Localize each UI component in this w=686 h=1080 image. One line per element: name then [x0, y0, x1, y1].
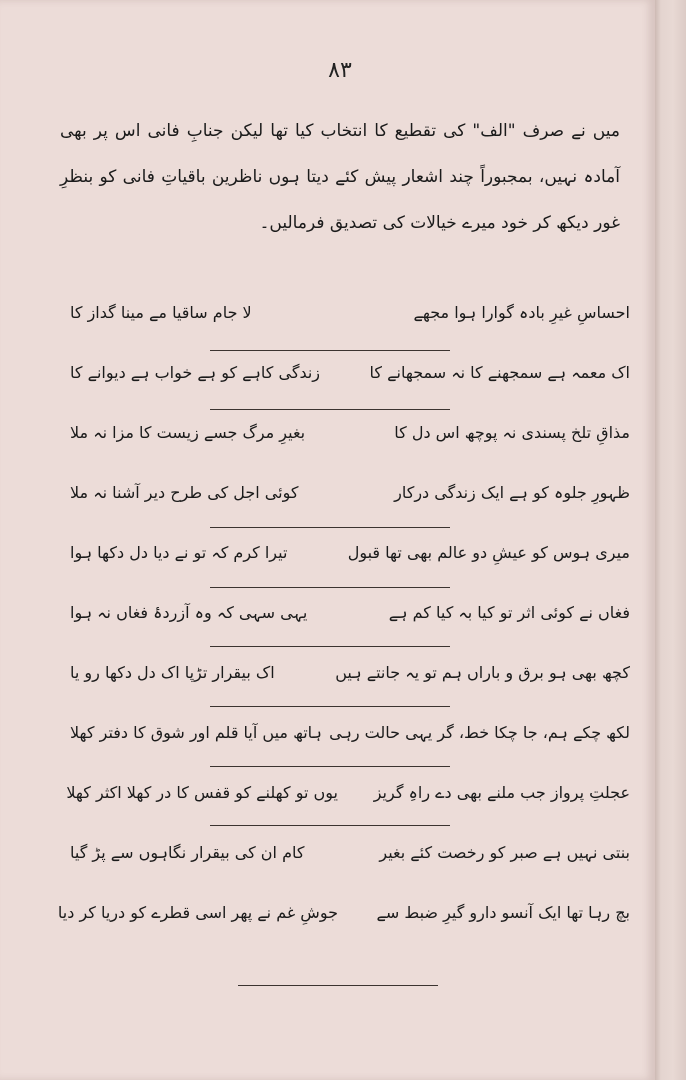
ghazal-divider — [210, 825, 450, 826]
couplet-8 — [70, 710, 630, 770]
verse-first-line: بنتی نہیں ہے صبر کو رخصت کئے بغیر — [379, 843, 630, 862]
ghazal-divider — [210, 409, 450, 410]
couplet-3 — [70, 410, 630, 470]
couplet-9 — [66, 770, 630, 830]
verse-second-line: اک بیقرار تڑپا اک دل دکھا رو یا — [70, 663, 275, 682]
couplet-6 — [70, 590, 630, 650]
verse-second-line: جوشِ غم نے پھر اسی قطرے کو دریا کر دیا — [57, 903, 338, 922]
verse-first-line: اک معمہ ہے سمجھنے کا نہ سمجھانے کا — [369, 363, 630, 382]
verse-first-line: ظہورِ جلوہ کو ہے ایک زندگی درکار — [394, 483, 630, 502]
couplet-1 — [70, 290, 630, 350]
couplet-5 — [70, 530, 630, 590]
verse-first-line: عجلتِ پرواز جب ملنے بھی دے راہِ گریز — [373, 783, 630, 802]
couplet-10 — [70, 830, 630, 890]
couplet-2 — [70, 350, 630, 410]
couplet-4 — [70, 470, 630, 530]
ghazal-divider — [210, 706, 450, 707]
end-rule — [238, 985, 438, 986]
verse-first-line: فغاں نے کوئی اثر تو کیا بہ کیا کم ہے — [388, 603, 630, 622]
verse-second-line: لا جام ساقیا مے مینا گداز کا — [70, 303, 252, 322]
verse-second-line: بغیرِ مرگ جسے زیست کا مزا نہ ملا — [70, 423, 306, 442]
verse-second-line: یوں تو کھلنے کو قفس کا در کھلا اکثر کھلا — [66, 783, 338, 802]
verse-first-line: احساسِ غیرِ بادہ گوارا ہوا مجھے — [413, 303, 630, 322]
verse-second-line: کوئی اجل کی طرح دیر آشنا نہ ملا — [70, 483, 299, 502]
verse-second-line: یہی سہی کہ وہ آزردۂ فغاں نہ ہوا — [70, 603, 308, 622]
verse-first-line: میری ہوس کو عیشِ دو عالم بھی تھا قبول — [347, 543, 630, 562]
ghazal-divider — [210, 646, 450, 647]
intro-paragraph: میں نے صرف "الف" کی تقطیع کا انتخاب کیا تھا لیکن جنابِ فانی اس پر بھی آمادہ نہیں، بمجبوراً چند اشعار پیش کئے دیتا ہوں ناظرین باقیاتِ فانی کو بنظرِ غور دیکھ کر خود میرے خیالات کی تصدیق فرمالیں۔ — [60, 121, 620, 233]
verse-second-line: تیرا کرم کہ تو نے دیا دل دکھا ہوا — [70, 543, 288, 562]
verse-first-line: کچھ بھی ہو برق و باراں ہم تو یہ جانتے ہیں — [335, 663, 630, 682]
verse-first-line: بچ رہا تھا ایک آنسو دارو گیرِ ضبط سے — [376, 903, 630, 922]
couplet-11 — [57, 890, 630, 950]
ghazal-divider — [210, 766, 450, 767]
verse-second-line: زندگی کاہے کو ہے خواب ہے دیوانے کا — [70, 363, 321, 382]
ghazal-divider — [210, 350, 450, 351]
page-edge — [655, 0, 686, 1080]
verse-first-line: لکھ چکے ہم، جا چکا خط، گر یہی حالت رہی — [329, 723, 630, 742]
couplet-7 — [70, 650, 630, 710]
verse-second-line: ہاتھ میں آیا قلم اور شوق کا دفتر کھلا — [70, 723, 322, 742]
verse-first-line: مذاقِ تلخ پسندی نہ پوچھ اس دل کا — [394, 423, 630, 442]
ghazal-divider — [210, 587, 450, 588]
verse-list — [57, 290, 630, 950]
page-number: ۸۳ — [328, 58, 352, 83]
ghazal-divider — [210, 527, 450, 528]
verse-second-line: کام ان کی بیقرار نگاہوں سے پڑ گیا — [70, 843, 305, 862]
